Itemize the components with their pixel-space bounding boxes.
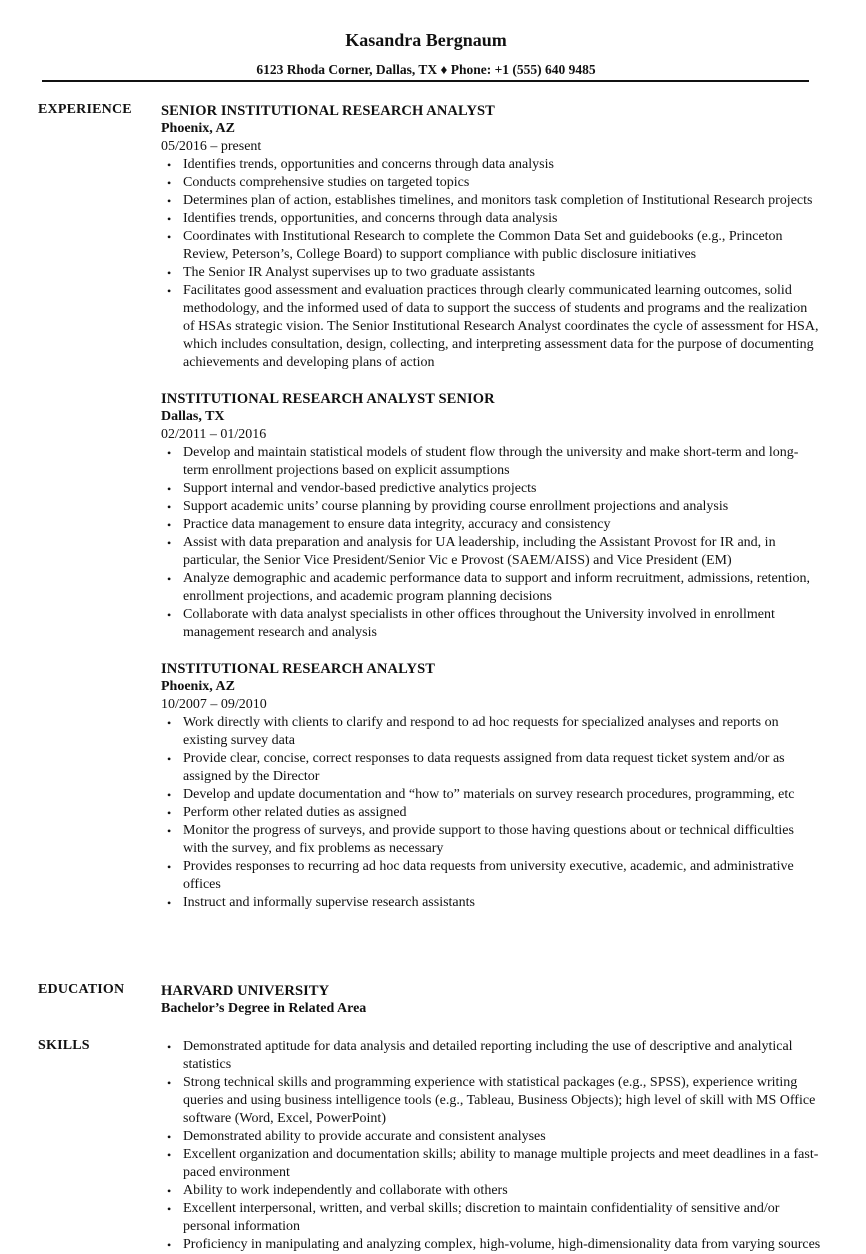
section-label-experience: EXPERIENCE [38,102,132,117]
bullet-item: • Assist with data preparation and analysis for UA leadership, including the Assistant Provost for IR and, in particular, the Senior Vice President/Senior Vic e Provost (SAEM/AISS) and Vice President (EM) [161,534,821,570]
skill-item: • Proficiency in manipulating and analyzing complex, high-volume, high-dimensionality data from varying sources [161,1236,821,1254]
bullet-item: • Develop and update documentation and “how to” materials on survey research procedures, programming, etc [161,786,821,804]
bullet-item: • Work directly with clients to clarify and respond to ad hoc requests for specialized analyses and reports on existing survey data [161,714,821,750]
bullet-item: • Identifies trends, opportunities, and concerns through data analysis [161,210,821,228]
job-dates: 05/2016 – present [161,139,262,154]
bullet-item: • Support internal and vendor-based predictive analytics projects [161,480,821,498]
job-title: INSTITUTIONAL RESEARCH ANALYST SENIOR [161,391,495,407]
job-title: INSTITUTIONAL RESEARCH ANALYST [161,661,436,677]
skill-item: • Excellent interpersonal, written, and verbal skills; discretion to maintain confidentiality of sensitive and/or personal information [161,1200,821,1236]
header-divider [42,80,809,82]
skill-item: • Excellent organization and documentation skills; ability to manage multiple projects and meet deadlines in a fast-paced environment [161,1146,821,1182]
school-name: HARVARD UNIVERSITY [161,983,330,999]
bullet-item: • Provide clear, concise, correct responses to data requests assigned from data request ticket system and/or as assigned by the Director [161,750,821,786]
experience-section [161,102,821,930]
bullet-item: • Analyze demographic and academic performance data to support and inform recruitment, admissions, retention, enrollment projections, and academic program planning decisions [161,570,821,606]
job-entry [161,390,821,642]
bullet-item: • Facilitates good assessment and evaluation practices through clearly communicated learning outcomes, solid methodology, and the informed used of data to support the success of students and programs and the realization of HSAs strategic vision. The Senior Institutional Research Analyst coordinates the cycle of assessment for HSA, which includes consultation, design, collecting, and interpreting assessment data for the purpose of documenting achievements and developing plans of action [161,282,821,372]
job-location: Phoenix, AZ [161,121,235,136]
education-section [161,982,821,1018]
job-entry [161,660,821,912]
bullet-item: • Instruct and informally supervise research assistants [161,894,821,912]
skill-item: • Strong technical skills and programming experience with statistical packages (e.g., SPSS), experience writing queries and using business intelligence tools (e.g., Tableau, Business Objects); high level of skill with MS Office software (Word, Excel, PowerPoint) [161,1074,821,1128]
resume-name: Kasandra Bergnaum [345,30,507,50]
job-location: Dallas, TX [161,409,225,424]
bullet-item: • Collaborate with data analyst specialists in other offices throughout the University involved in enrollment management research and analysis [161,606,821,642]
bullet-item: • Provides responses to recurring ad hoc data requests from university executive, academic, and administrative offices [161,858,821,894]
bullet-item: • Support academic units’ course planning by providing course enrollment projections and analysis [161,498,821,516]
bullet-item: • Monitor the progress of surveys, and provide support to those having questions about or technical difficulties with the survey, and fix problems as necessary [161,822,821,858]
skill-item: • Demonstrated aptitude for data analysis and detailed reporting including the use of descriptive and analytical statistics [161,1038,821,1074]
job-dates: 02/2011 – 01/2016 [161,427,267,442]
skills-bullets [161,1038,821,1254]
job-bullets [161,444,821,642]
degree: Bachelor’s Degree in Related Area [161,1001,367,1016]
job-title: SENIOR INSTITUTIONAL RESEARCH ANALYST [161,103,495,119]
bullet-item: • Develop and maintain statistical models of student flow through the university and make short-term and long-term enrollment projections based on explicit assumptions [161,444,821,480]
job-bullets [161,156,821,372]
bullet-item: • Determines plan of action, establishes timelines, and monitors task completion of Institutional Research projects [161,192,821,210]
job-entry [161,102,821,372]
skills-section [161,1038,821,1254]
bullet-item: • Perform other related duties as assigned [161,804,821,822]
job-bullets [161,714,821,912]
skill-item: • Ability to work independently and collaborate with others [161,1182,821,1200]
bullet-item: • Identifies trends, opportunities and concerns through data analysis [161,156,821,174]
bullet-item: • Conducts comprehensive studies on targeted topics [161,174,821,192]
section-label-education: EDUCATION [38,982,125,997]
section-label-skills: SKILLS [38,1038,90,1053]
job-location: Phoenix, AZ [161,679,235,694]
bullet-item: • Coordinates with Institutional Research to complete the Common Data Set and guidebooks (e.g., Princeton Review, Peterson’s, College Board) to support compliance with public disclosure initiatives [161,228,821,264]
bullet-item: • The Senior IR Analyst supervises up to two graduate assistants [161,264,821,282]
resume-contact: 6123 Rhoda Corner, Dallas, TX ♦ Phone: +1 (555) 640 9485 [256,62,596,77]
skill-item: • Demonstrated ability to provide accurate and consistent analyses [161,1128,821,1146]
bullet-item: • Practice data management to ensure data integrity, accuracy and consistency [161,516,821,534]
job-dates: 10/2007 – 09/2010 [161,697,267,712]
